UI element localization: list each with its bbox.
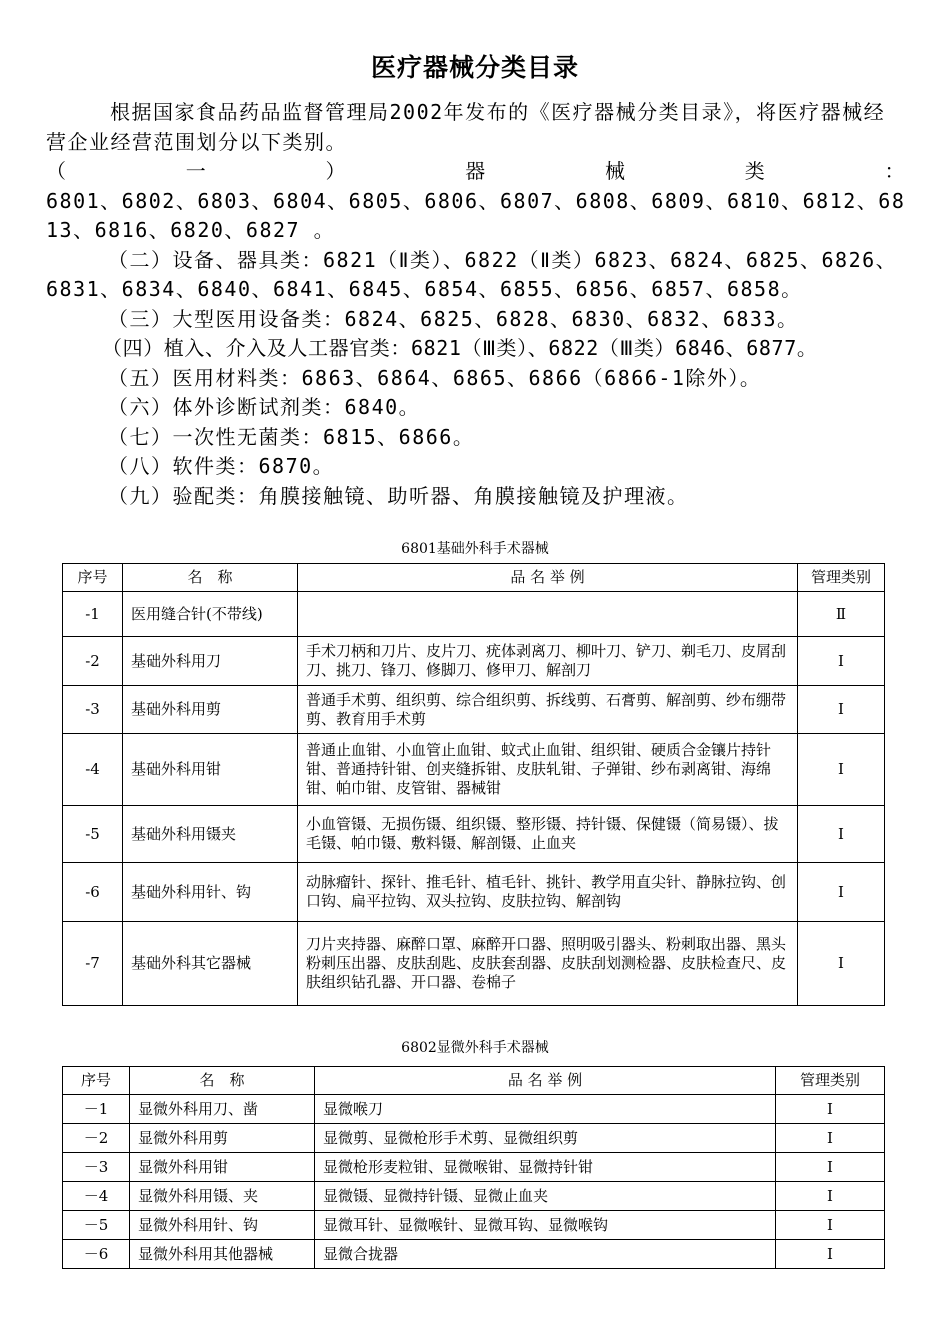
row-number: -2 bbox=[63, 637, 123, 686]
table-6802 bbox=[62, 1066, 885, 1269]
table-row bbox=[63, 863, 885, 922]
row-number: －6 bbox=[63, 1240, 130, 1269]
row-examples: 显微耳针、显微喉针、显微耳钩、显微喉钩 bbox=[315, 1211, 776, 1240]
row-class: Ⅰ bbox=[798, 806, 885, 863]
row-number: -6 bbox=[63, 863, 123, 922]
row-class: Ⅰ bbox=[798, 686, 885, 734]
table-row bbox=[63, 922, 885, 1006]
table-6801-caption: 6801基础外科手术器械 bbox=[401, 541, 549, 557]
table-row bbox=[63, 637, 885, 686]
header-name: 名 称 bbox=[123, 564, 298, 592]
row-number: -7 bbox=[63, 922, 123, 1006]
row-class: Ⅰ bbox=[798, 863, 885, 922]
table-row bbox=[63, 1124, 885, 1153]
row-item-name: 基础外科用镊夹 bbox=[123, 806, 298, 863]
row-number: －1 bbox=[63, 1095, 130, 1124]
table-6802-body bbox=[63, 1095, 885, 1269]
table-row bbox=[63, 1211, 885, 1240]
category-4: （四）植入、介入及人工器官类：6821（Ⅲ类）、6822（Ⅲ类）6846、6877。 bbox=[102, 336, 818, 360]
table-row bbox=[63, 592, 885, 637]
category-9: （九）验配类：角膜接触镜、助听器、角膜接触镜及护理液。 bbox=[108, 483, 689, 508]
row-examples: 动脉瘤针、探针、推毛针、植毛针、挑针、教学用直尖针、静脉拉钩、创口钩、扁平拉钩、双头拉钩、皮肤拉钩、解剖钩 bbox=[298, 863, 798, 922]
table-row bbox=[63, 686, 885, 734]
category-7: （七）一次性无菌类：6815、6866。 bbox=[108, 424, 475, 449]
row-item-name: 显微外科用镊、夹 bbox=[130, 1182, 315, 1211]
category-3: （三）大型医用设备类：6824、6825、6828、6830、6832、6833。 bbox=[108, 306, 799, 331]
table-row bbox=[63, 1182, 885, 1211]
row-examples: 显微镊、显微持针镊、显微止血夹 bbox=[315, 1182, 776, 1211]
row-examples bbox=[298, 592, 798, 637]
row-class: Ⅱ bbox=[798, 592, 885, 637]
header-examples: 品 名 举 例 bbox=[315, 1067, 776, 1095]
header-class: 管理类别 bbox=[798, 564, 885, 592]
row-item-name: 显微外科用剪 bbox=[130, 1124, 315, 1153]
category-section bbox=[46, 98, 906, 511]
row-item-name: 医用缝合针(不带线) bbox=[123, 592, 298, 637]
header-examples: 品 名 举 例 bbox=[298, 564, 798, 592]
header-name: 名 称 bbox=[130, 1067, 315, 1095]
row-examples: 小血管镊、无损伤镊、组织镊、整形镊、持针镊、保健镊（简易镊）、拔毛镊、帕巾镊、敷料镊、解剖镊、止血夹 bbox=[298, 806, 798, 863]
row-item-name: 显微外科用刀、凿 bbox=[130, 1095, 315, 1124]
category-8: （八）软件类：6870。 bbox=[108, 454, 335, 478]
row-number: －5 bbox=[63, 1211, 130, 1240]
table-row bbox=[63, 1240, 885, 1269]
row-number: －4 bbox=[63, 1182, 130, 1211]
row-class: Ⅰ bbox=[798, 734, 885, 806]
category-1-codes: 6801、6802、6803、6804、6805、6806、6807、6808、6809、6810、6812、6813、6816、6820、6827 。 bbox=[46, 188, 906, 242]
row-class: Ⅰ bbox=[776, 1211, 885, 1240]
row-class: Ⅰ bbox=[798, 922, 885, 1006]
row-examples: 显微合拢器 bbox=[315, 1240, 776, 1269]
table-row bbox=[63, 806, 885, 863]
row-item-name: 基础外科用剪 bbox=[123, 686, 298, 734]
row-item-name: 显微外科用其他器械 bbox=[130, 1240, 315, 1269]
table-row bbox=[63, 1153, 885, 1182]
intro-paragraph: 根据国家食品药品监督管理局2002年发布的《医疗器械分类目录》，将医疗器械经营企业经营范围划分以下类别。 bbox=[46, 100, 886, 154]
row-examples: 显微喉刀 bbox=[315, 1095, 776, 1124]
row-examples: 普通止血钳、小血管止血钳、蚊式止血钳、组织钳、硬质合金镶片持针钳、普通持针钳、创夹缝拆钳、皮肤轧钳、子弹钳、纱布剥离钳、海绵钳、帕巾钳、皮管钳、器械钳 bbox=[298, 734, 798, 806]
header-no: 序号 bbox=[63, 1067, 130, 1095]
row-number: -1 bbox=[63, 592, 123, 637]
category-1-heading: （一）器械类： bbox=[46, 159, 906, 183]
row-item-name: 显微外科用针、钩 bbox=[130, 1211, 315, 1240]
table-header-row bbox=[63, 1067, 885, 1095]
row-number: -3 bbox=[63, 686, 123, 734]
row-class: Ⅰ bbox=[776, 1182, 885, 1211]
row-examples: 显微枪形麦粒钳、显微喉钳、显微持针钳 bbox=[315, 1153, 776, 1182]
row-item-name: 显微外科用钳 bbox=[130, 1153, 315, 1182]
header-class: 管理类别 bbox=[776, 1067, 885, 1095]
row-item-name: 基础外科用刀 bbox=[123, 637, 298, 686]
table-6801-body bbox=[63, 592, 885, 1006]
row-number: －2 bbox=[63, 1124, 130, 1153]
table-6802-caption: 6802显微外科手术器械 bbox=[401, 1040, 549, 1056]
category-6: （六）体外诊断试剂类：6840。 bbox=[108, 395, 421, 419]
row-class: Ⅰ bbox=[798, 637, 885, 686]
category-2: （二）设备、器具类：6821（Ⅱ类）、6822（Ⅱ类）6823、6824、6825、6826、6831、6834、6840、6841、6845、6854、6855、6856、6857、6858。 bbox=[46, 247, 898, 301]
row-number: -4 bbox=[63, 734, 123, 806]
row-examples: 显微剪、显微枪形手术剪、显微组织剪 bbox=[315, 1124, 776, 1153]
table-header-row bbox=[63, 564, 885, 592]
category-5: （五）医用材料类：6863、6864、6865、6866（6866-1除外）。 bbox=[108, 365, 762, 390]
document-title: 医疗器械分类目录 bbox=[370, 53, 579, 82]
row-class: Ⅰ bbox=[776, 1124, 885, 1153]
row-item-name: 基础外科用钳 bbox=[123, 734, 298, 806]
row-number: -5 bbox=[63, 806, 123, 863]
row-class: Ⅰ bbox=[776, 1240, 885, 1269]
row-item-name: 基础外科用针、钩 bbox=[123, 863, 298, 922]
row-examples: 刀片夹持器、麻醉口罩、麻醉开口器、照明吸引器头、粉刺取出器、黑头粉刺压出器、皮肤刮匙、皮肤套刮器、皮肤刮划测检器、皮肤检查尺、皮肤组织钻孔器、开口器、卷棉子 bbox=[298, 922, 798, 1006]
row-class: Ⅰ bbox=[776, 1095, 885, 1124]
row-item-name: 基础外科其它器械 bbox=[123, 922, 298, 1006]
header-no: 序号 bbox=[63, 564, 123, 592]
table-row bbox=[63, 734, 885, 806]
row-examples: 手术刀柄和刀片、皮片刀、疣体剥离刀、柳叶刀、铲刀、剃毛刀、皮屑刮刀、挑刀、锋刀、修脚刀、修甲刀、解剖刀 bbox=[298, 637, 798, 686]
row-examples: 普通手术剪、组织剪、综合组织剪、拆线剪、石膏剪、解剖剪、纱布绷带剪、教育用手术剪 bbox=[298, 686, 798, 734]
table-row bbox=[63, 1095, 885, 1124]
row-number: －3 bbox=[63, 1153, 130, 1182]
row-class: Ⅰ bbox=[776, 1153, 885, 1182]
table-6801 bbox=[62, 563, 885, 1006]
